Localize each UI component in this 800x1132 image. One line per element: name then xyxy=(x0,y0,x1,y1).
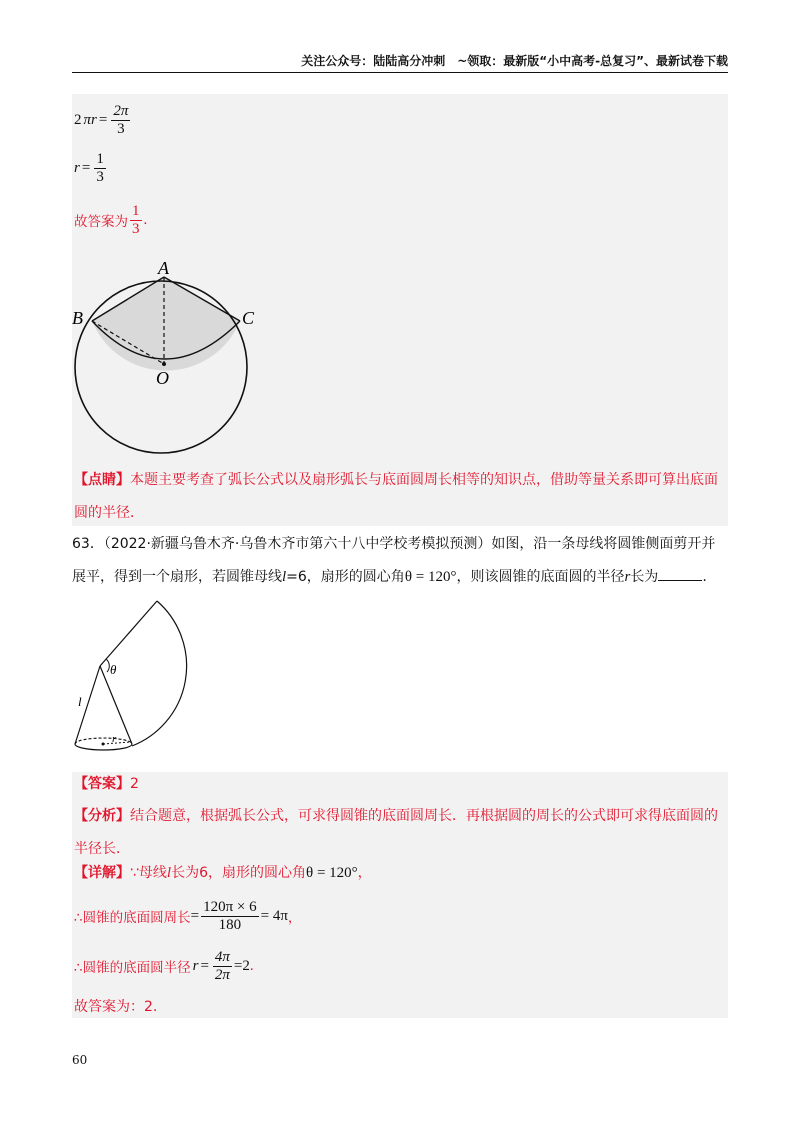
equation-radius: r = $\frac{1}{3}$ xyxy=(74,150,104,185)
base-center xyxy=(102,743,105,746)
label-l: l xyxy=(78,694,82,709)
answer-line: 【答案】2 xyxy=(74,776,139,792)
question-line-2: 展平，得到一个扇形，若圆锥母线l=6，扇形的圆心角θ = 120°，则该圆锥的底面圆的半径r长为 . xyxy=(72,561,728,594)
label-c: C xyxy=(242,308,255,328)
cone-sector-figure xyxy=(70,596,210,766)
label-r: r xyxy=(112,733,117,745)
page-header: 关注公众号：陆陆高分冲刺 ~领取：最新版“小中高考-总复习”、最新试卷下载 xyxy=(72,52,728,73)
angle-mark xyxy=(106,659,109,672)
question-line-1: 63．（2022·新疆乌鲁木齐·乌鲁木齐市第六十八中学校考模拟预测）如图，沿一条母线将圆锥侧面剪开并 xyxy=(72,536,716,552)
sector-radius-upper xyxy=(100,601,157,666)
base-radius xyxy=(103,742,130,744)
label-theta: θ xyxy=(110,662,117,677)
analysis-paragraph: 【分析】结合题意，根据弧长公式，可求得圆锥的底面圆周长．再根据圆的周长的公式即可求得底面圆的半径长． xyxy=(74,808,718,857)
sector-arc xyxy=(132,601,187,746)
theta-expression: θ = 120° xyxy=(404,569,457,585)
label-a: A xyxy=(158,258,169,278)
equation-arc-length: 2 π r = $\frac{2\pi}{3}$ xyxy=(74,102,129,137)
point-o xyxy=(162,362,166,366)
page-number: 60 xyxy=(72,1053,88,1067)
detail-line: 【详解】∵母线l长为6，扇形的圆心角θ = 120°， xyxy=(74,865,372,881)
step-circumference: ∴圆锥的底面圆周长 = $\frac{120\pi \times 6}{180}$ = 4π ， xyxy=(74,898,302,933)
label-o: O xyxy=(156,368,169,388)
final-answer: 故答案为：2. xyxy=(74,999,158,1015)
step-radius: ∴圆锥的底面圆半径 r = $\frac{4\pi}{2\pi}$ =2 . xyxy=(74,948,254,983)
previous-comment: 【点睛】本题主要考查了弧长公式以及扇形弧长与底面圆周长相等的知识点，借助等量关系即可算出底面圆的半径． xyxy=(74,472,718,521)
previous-answer: 故答案为 $\frac{1}{3}$ . xyxy=(74,202,148,237)
shaded-sector xyxy=(92,277,240,371)
question-63 xyxy=(72,528,728,594)
label-b: B xyxy=(72,308,83,328)
answer-blank[interactable] xyxy=(658,566,702,581)
circle-sector-figure xyxy=(66,252,266,462)
